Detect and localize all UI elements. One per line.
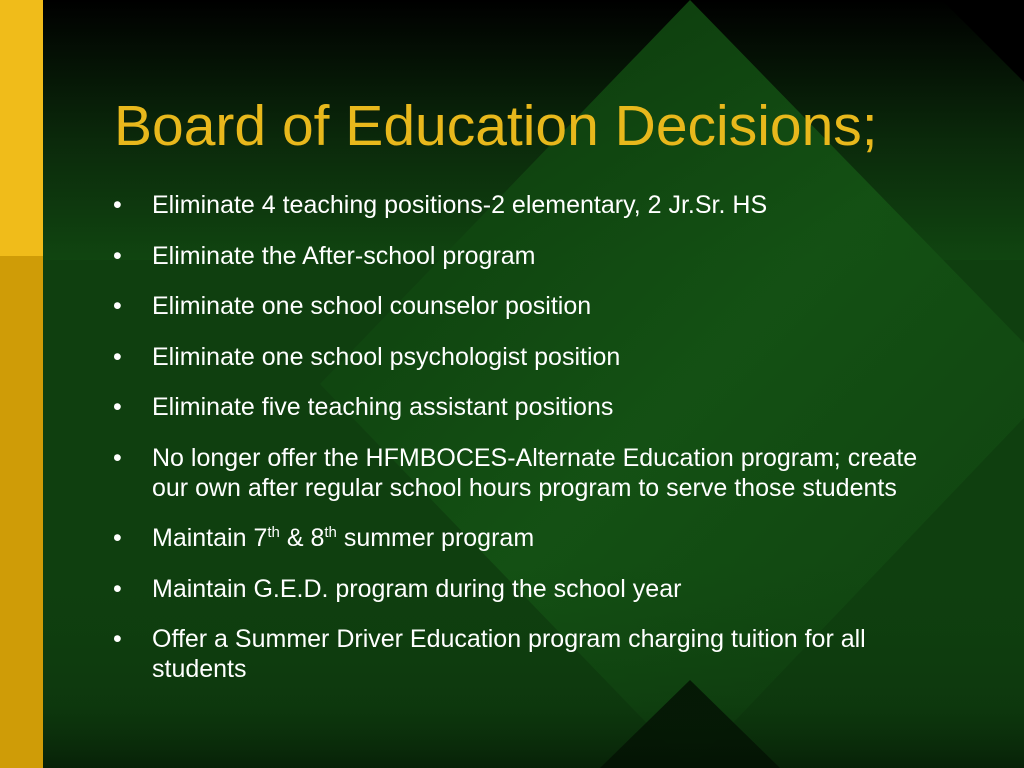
bullet-item <box>113 574 943 604</box>
bullet-item <box>113 443 943 503</box>
bullet-item <box>113 342 943 372</box>
bullet-dot: • <box>113 625 122 653</box>
bullet-text: Eliminate one school counselor position <box>152 292 592 320</box>
gold-stripe-upper <box>0 0 43 256</box>
bullet-text: Eliminate 4 teaching positions-2 elementary, 2 Jr.Sr. HS <box>152 191 768 219</box>
bullet-text: No longer offer the HFMBOCES-Alternate Education program; create our own after regular school hours program to serve those students <box>152 443 918 502</box>
bullet-text: & 8 <box>279 524 325 552</box>
bullet-item <box>113 392 943 422</box>
bullet-list <box>113 190 943 705</box>
bullet-text: summer program <box>336 524 535 552</box>
bullet-text: Eliminate one school psychologist position <box>152 342 621 371</box>
bullet-item <box>113 523 943 553</box>
gold-stripe-lower <box>0 256 43 768</box>
bullet-item <box>113 190 943 220</box>
bullet-dot: • <box>113 393 122 421</box>
bullet-dot: • <box>113 191 122 219</box>
bullet-superscript: th <box>267 524 280 541</box>
bullet-text: Eliminate the After-school program <box>152 241 536 270</box>
bullet-dot: • <box>113 524 122 552</box>
bullet-dot: • <box>113 342 122 371</box>
bullet-dot: • <box>113 241 122 270</box>
bullet-item <box>113 291 943 321</box>
bullet-dot: • <box>113 574 122 603</box>
bullet-dot: • <box>113 443 122 472</box>
slide-title: Board of Education Decisions; <box>114 94 878 158</box>
bullet-text: Maintain 7 <box>152 524 268 552</box>
bullet-item <box>113 241 943 271</box>
bullet-text: Offer a Summer Driver Education program charging tuition for all students <box>152 625 866 683</box>
bullet-superscript: th <box>324 524 337 541</box>
bullet-text: Maintain G.E.D. program during the school year <box>152 574 682 603</box>
bullet-text: Eliminate five teaching assistant positions <box>152 393 614 421</box>
bullet-dot: • <box>113 292 122 320</box>
bullet-item <box>113 624 943 684</box>
